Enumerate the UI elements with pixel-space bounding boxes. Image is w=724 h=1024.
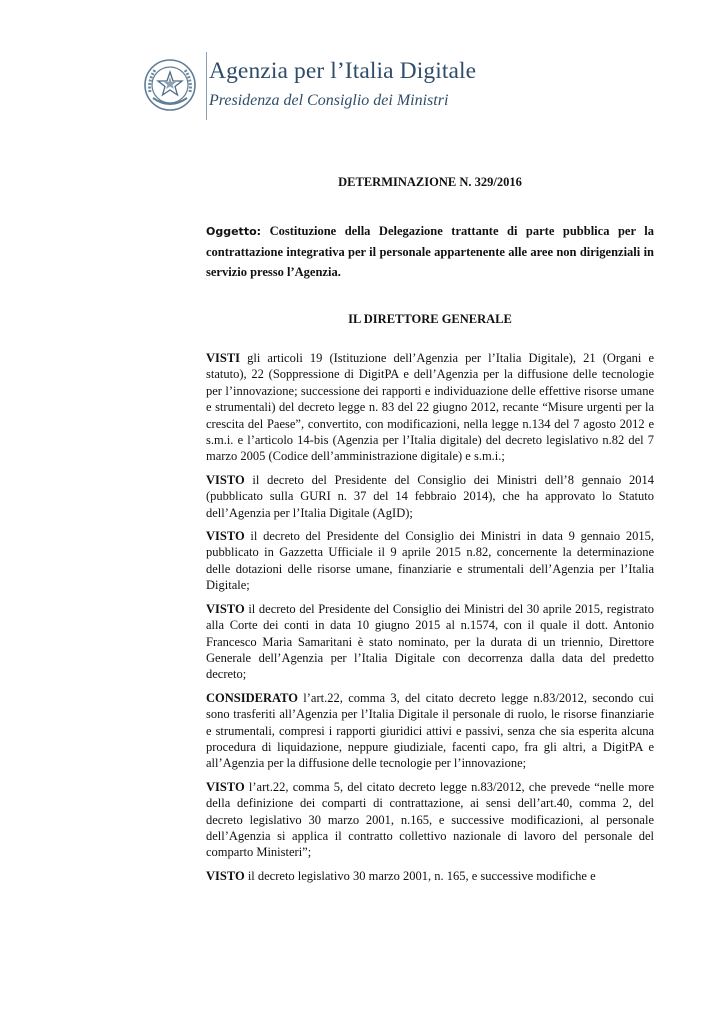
director-heading: IL DIRETTORE GENERALE (348, 312, 512, 326)
paragraph-text: gli articoli 19 (Istituzione dell’Agenzia per l’Italia Digitale), 21 (Organi e statuto), 22 (Soppressione di DigitPA e dell’Agenzia per la diffusione delle tecnologie per l’innovazione; successione dei rapporti e individuazione delle effettive risorse umane e strumentali) del decreto legge n. 83 del 22 giugno 2012, recante “Misure urgenti per la crescita del Paese”, convertito, con modificazioni, nella legge n.134 del 7 agosto 2012 e s.m.i. e l’articolo 14-bis (Agenzia per l’Italia digitale) del decreto legislativo n.82 del 7 marzo 2005 (Codice dell’amministrazione digitale) e s.m.i.; (206, 351, 654, 464)
document-body (206, 350, 654, 891)
document-title: DETERMINAZIONE N. 329/2016 (338, 175, 522, 189)
paragraph (206, 779, 654, 861)
paragraph-lead: CONSIDERATO (206, 690, 298, 705)
letterhead (143, 52, 543, 124)
organization-name: Agenzia per l’Italia Digitale (209, 58, 477, 84)
paragraph (206, 472, 654, 521)
paragraph-lead: VISTO (206, 601, 245, 616)
paragraph (206, 868, 654, 884)
italian-emblem-icon (143, 58, 197, 112)
organization-subtitle: Presidenza del Consiglio dei Ministri (209, 92, 449, 109)
paragraph-lead: VISTO (206, 868, 245, 883)
paragraph (206, 690, 654, 772)
paragraph-lead: VISTO (206, 779, 245, 794)
paragraph-lead: VISTI (206, 351, 241, 365)
paragraph-lead: VISTO (206, 529, 245, 544)
header-divider (206, 52, 207, 120)
paragraph-text: il decreto del Presidente del Consiglio dei Ministri dell’8 gennaio 2014 (pubblicato sulla GURI n. 37 del 14 febbraio 2014), che ha approvato lo Statuto dell’Agenzia per l’Italia Digitale (AgID); (206, 472, 654, 520)
paragraph-text: il decreto del Presidente del Consiglio dei Ministri in data 9 gennaio 2015, pubblicato in Gazzetta Ufficiale il 9 aprile 2015 n.82, concernente la determinazione delle dotazioni delle risorse umane, finanziarie e strumentali dell’Agenzia per l’Italia Digitale; (206, 529, 654, 593)
subject-label: Oggetto: (206, 225, 262, 238)
paragraph (206, 601, 654, 683)
paragraph-lead: VISTO (206, 472, 245, 487)
paragraph (206, 528, 654, 594)
paragraph-text: l’art.22, comma 3, del citato decreto legge n.83/2012, secondo cui sono trasferiti all’Agenzia per l’Italia Digitale il personale di ruolo, le risorse finanziarie e strumentali, compresi i rapporti giuridici attivi e passivi, senza che sia esperita alcuna procedura di liquidazione, neppure giudiziale, facenti capo, fra gli altri, a DigitPA e all’Agenzia per la diffusione delle tecnologie per l’innovazione; (206, 690, 654, 771)
paragraph-text: l’art.22, comma 5, del citato decreto legge n.83/2012, che prevede “nelle more della definizione dei comparti di contrattazione, ai sensi dell’art.40, comma 2, del decreto legislativo 30 marzo 2001, n.165, e successive modificazioni, al personale dell’Agenzia si applica il contratto collettivo nazionale di lavoro del personale del comparto Ministeri”; (206, 779, 654, 860)
paragraph (206, 350, 654, 465)
subject-text: Costituzione della Delegazione trattante di parte pubblica per la contrattazione integrativa per il personale appartenente alle aree non dirigenziali in servizio presso l’Agenzia. (206, 224, 655, 279)
paragraph-text: il decreto legislativo 30 marzo 2001, n. 165, e successive modifiche e (244, 868, 596, 883)
paragraph-text: il decreto del Presidente del Consiglio dei Ministri del 30 aprile 2015, registrato alla Corte dei conti in data 10 giugno 2015 al n.1574, con il quale il dott. Antonio Francesco Maria Samaritani è stato nominato, per la durata di un triennio, Direttore Generale dell’Agenzia per l’Italia Digitale con decorrenza dalla data del predetto decreto; (206, 601, 654, 682)
subject-block (206, 221, 654, 282)
